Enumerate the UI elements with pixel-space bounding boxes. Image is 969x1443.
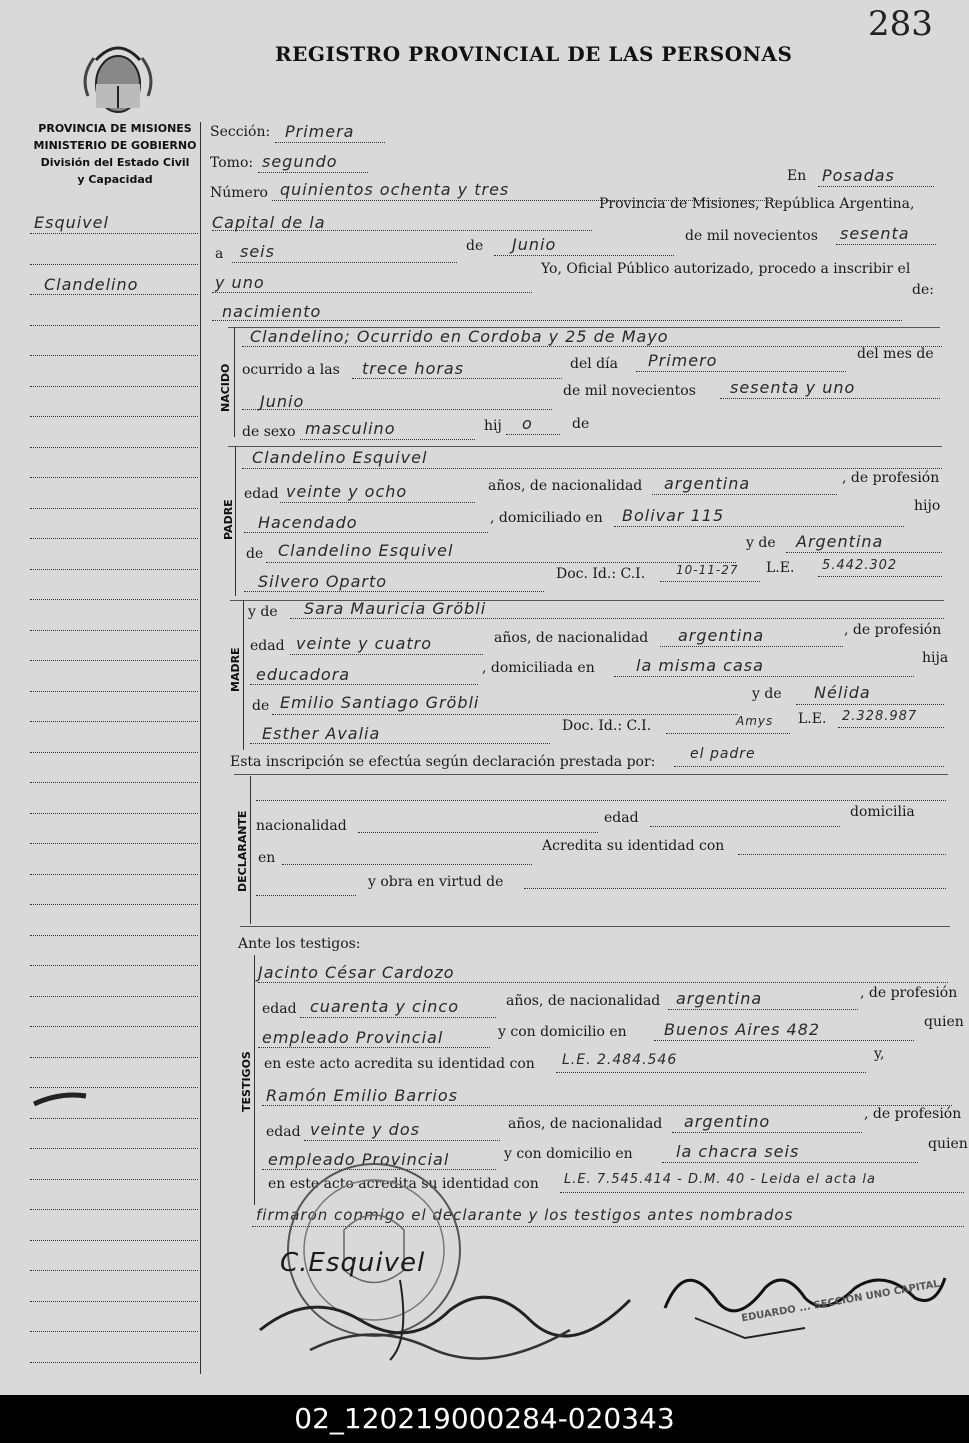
madre-le: 2.328.987: [842, 709, 918, 724]
numero-value: quinientos ochenta y tres: [280, 180, 510, 199]
testigo1-quien-label: quien: [924, 1014, 964, 1030]
de-colon-label: de:: [912, 282, 934, 298]
margin-rule-line: [30, 1057, 198, 1058]
padre-edad: veinte y ocho: [286, 482, 408, 501]
tomo-label: Tomo:: [210, 155, 254, 171]
madre-doc-label: Doc. Id.: C.I.: [562, 718, 652, 734]
mes-value: Junio: [512, 235, 557, 254]
closing-text: firmaron conmigo el declarante y los testigos antes nombrados: [256, 1206, 794, 1224]
declarante-edad-label: edad: [604, 810, 639, 826]
ink-smudge-icon: [30, 1090, 90, 1110]
page-number: 283: [868, 4, 933, 44]
nacido-mes-value: Junio: [260, 392, 305, 411]
testigos-section-label: TESTIGOS: [240, 1051, 253, 1112]
margin-rule-line: [30, 386, 198, 387]
padre-madre-de: Argentina: [796, 532, 884, 551]
padre-madre-de2: Silvero Oparto: [258, 572, 388, 591]
declarante-nacionalidad-label: nacionalidad: [256, 818, 347, 834]
margin-rule-line: [30, 264, 198, 265]
padre-le-label: L.E.: [766, 560, 795, 576]
seccion-label: Sección:: [210, 124, 271, 140]
madre-padre-de: Emilio Santiago Gröbli: [280, 693, 480, 712]
madre-le-label: L.E.: [798, 711, 827, 727]
margin-rule-line: [30, 508, 198, 509]
testigo1-doc: L.E. 2.484.546: [562, 1052, 678, 1068]
testigo1-domicilio-label: y con domicilio en: [498, 1024, 627, 1040]
del-mes-label: del mes de: [857, 346, 934, 362]
margin-rule-line: [30, 1301, 198, 1302]
tomo-value: segundo: [262, 152, 338, 171]
org-line: PROVINCIA DE MISIONES: [38, 122, 192, 135]
padre-padre-de: Clandelino Esquivel: [278, 541, 454, 560]
margin-given-name: Clandelino: [44, 275, 139, 294]
testigo1-anios-label: años, de nacionalidad: [506, 993, 661, 1009]
nacido-anio-value: sesenta y uno: [730, 378, 856, 397]
padre-profesion-label: , de profesión: [842, 470, 940, 486]
page-title: REGISTRO PROVINCIAL DE LAS PERSONAS: [275, 42, 793, 66]
declaracion-por: el padre: [690, 746, 756, 762]
testigo2-domicilio: la chacra seis: [676, 1142, 800, 1161]
del-dia-label: del día: [570, 356, 618, 372]
testigo2-edad: veinte y dos: [310, 1120, 420, 1139]
testigo2-anios-label: años, de nacionalidad: [508, 1116, 663, 1132]
hij-label: hij: [484, 418, 502, 434]
madre-y-de-label2: y de: [752, 686, 782, 702]
margin-rule-line: [30, 630, 198, 631]
provincia-text: Provincia de Misiones, República Argentina,: [599, 196, 915, 212]
margin-rule-line: [30, 477, 198, 478]
testigos-ante-label: Ante los testigos:: [238, 936, 361, 952]
madre-profesion: educadora: [256, 665, 351, 684]
nacido-de-label: de: [572, 416, 590, 432]
declarante-en-label: en: [258, 850, 276, 866]
margin-rule-line: [30, 1240, 198, 1241]
madre-edad: veinte y cuatro: [296, 634, 433, 653]
margin-rule-line: [30, 1026, 198, 1027]
padre-domicilio: Bolivar 115: [622, 506, 725, 525]
sexo-label: de sexo: [242, 424, 296, 440]
numero-label: Número: [210, 185, 268, 201]
margin-rule-line: [30, 447, 198, 448]
hijo-label: hijo: [914, 498, 941, 514]
margin-rule-line: [30, 416, 198, 417]
coat-of-arms-icon: [78, 36, 158, 118]
signature-witnesses-icon: [250, 1260, 650, 1370]
madre-ci: Amys: [736, 714, 774, 728]
testigo2-acredita-label: en este acto acredita su identidad con: [268, 1176, 539, 1192]
margin-rule-line: [30, 996, 198, 997]
margin-rule-line: [30, 1209, 198, 1210]
testigo2-domicilio-label: y con domicilio en: [504, 1146, 633, 1162]
madre-domicilio-label: , domiciliada en: [482, 660, 595, 676]
capital-value: Capital de la: [212, 213, 326, 232]
org-line: División del Estado Civil: [40, 156, 190, 169]
seccion-value: Primera: [285, 122, 355, 141]
margin-rule-line: [30, 1270, 198, 1271]
margin-rule-line: [30, 1362, 198, 1363]
padre-profesion: Hacendado: [258, 513, 358, 532]
margin-rule-line: [30, 1118, 198, 1119]
madre-madre-de: Nélida: [814, 683, 871, 702]
hora-value: trece horas: [362, 359, 465, 378]
margin-rule-line: [30, 294, 198, 295]
testigo1-nombre: Jacinto César Cardozo: [258, 963, 455, 982]
madre-section-label: MADRE: [229, 647, 242, 692]
declarante-domicilia-label: domicilia: [850, 804, 915, 820]
madre-nacionalidad: argentina: [678, 626, 765, 645]
madre-profesion-label: , de profesión: [844, 622, 942, 638]
testigo2-nombre: Ramón Emilio Barrios: [266, 1086, 458, 1105]
testigo2-profesion: empleado Provincial: [268, 1150, 450, 1169]
declaracion-text: Esta inscripción se efectúa según declaración prestada por:: [230, 754, 656, 770]
nacido-dia-value: Primero: [648, 351, 718, 370]
issuing-authority: [10, 120, 220, 188]
padre-section-label: PADRE: [222, 499, 235, 540]
en-value: Posadas: [822, 166, 895, 185]
madre-madre-de2: Esther Avalia: [262, 724, 381, 743]
madre-y-de-label: y de: [248, 604, 278, 620]
margin-rule-line: [30, 965, 198, 966]
margin-rule-line: [30, 599, 198, 600]
de-label: de: [466, 238, 484, 254]
margin-rule-line: [30, 935, 198, 936]
margin-rule-line: [30, 813, 198, 814]
margin-rule-line: [30, 660, 198, 661]
madre-nombre: Sara Mauricia Gröbli: [304, 599, 487, 618]
padre-y-de-label: y de: [746, 535, 776, 551]
margin-rule-line: [30, 782, 198, 783]
margin-rule-line: [30, 691, 198, 692]
margin-rule-line: [30, 538, 198, 539]
anio-value: sesenta: [840, 224, 910, 243]
sexo-value: masculino: [305, 419, 396, 438]
testigo1-edad: cuarenta y cinco: [310, 997, 459, 1016]
margin-rule-line: [30, 569, 198, 570]
madre-edad-label: edad: [250, 638, 285, 654]
margin-rule-line: [30, 721, 198, 722]
testigo1-edad-label: edad: [262, 1001, 297, 1017]
padre-nombre: Clandelino Esquivel: [252, 448, 428, 467]
margin-surname: Esquivel: [34, 213, 109, 232]
madre-de-label: de: [252, 698, 270, 714]
testigo1-nacionalidad: argentina: [676, 989, 763, 1008]
padre-de-label: de: [246, 546, 264, 562]
testigo1-profesion: empleado Provincial: [262, 1028, 444, 1047]
margin-rule-line: [30, 904, 198, 905]
org-line: MINISTERIO DE GOBIERNO: [33, 139, 197, 152]
hij-value: o: [522, 414, 533, 433]
nacido-section-label: NACIDO: [219, 363, 232, 412]
testigo1-domicilio: Buenos Aires 482: [664, 1020, 821, 1039]
margin-rule-line: [30, 355, 198, 356]
mil-label: de mil novecientos: [685, 228, 818, 244]
testigo1-acredita-label: en este acto acredita su identidad con: [264, 1056, 535, 1072]
ocurrido-label: ocurrido a las: [242, 362, 340, 378]
padre-le: 5.442.302: [822, 558, 898, 573]
scan-filename: 02_120219000284-020343: [0, 1395, 969, 1443]
padre-ci: 10-11-27: [676, 563, 739, 577]
declarante-acredita-label: Acredita su identidad con: [542, 838, 725, 854]
declarante-section-label: DECLARANTE: [236, 810, 249, 892]
signature-declarante: C.Esquivel: [280, 1248, 426, 1278]
dia-value: seis: [240, 242, 275, 261]
madre-domicilio: la misma casa: [636, 656, 764, 675]
testigo2-doc: L.E. 7.545.414 - D.M. 40 - Leida el acta la: [564, 1172, 876, 1187]
acto-value: nacimiento: [222, 302, 322, 321]
padre-edad-label: edad: [244, 486, 279, 502]
hija-label: hija: [922, 650, 949, 666]
madre-anios-label: años, de nacionalidad: [494, 630, 649, 646]
a-label: a: [215, 246, 224, 262]
testigo2-quien-label: quien: [928, 1136, 968, 1152]
padre-doc-label: Doc. Id.: C.I.: [556, 566, 646, 582]
margin-rule-line: [30, 325, 198, 326]
nacido-nombre: Clandelino; Ocurrido en Cordoba y 25 de Mayo: [250, 327, 669, 346]
padre-nacionalidad: argentina: [664, 474, 751, 493]
official-stamp: EDUARDO ... SECCIÓN UNO CAPITAL: [740, 1278, 941, 1325]
testigo2-profesion-label: , de profesión: [864, 1106, 962, 1122]
margin-rule-line: [30, 1179, 198, 1180]
testigo2-edad-label: edad: [266, 1124, 301, 1140]
margin-rule-line: [30, 1331, 198, 1332]
nacido-mil-label: de mil novecientos: [563, 383, 696, 399]
margin-rule-line: [30, 233, 198, 234]
testigo2-nacionalidad: argentino: [684, 1112, 771, 1131]
padre-anios-label: años, de nacionalidad: [488, 478, 643, 494]
declarante-obra-label: y obra en virtud de: [368, 874, 504, 890]
padre-domicilio-label: , domiciliado en: [490, 510, 603, 526]
org-line: y Capacidad: [77, 173, 153, 186]
margin-rule-line: [30, 874, 198, 875]
oficial-text: Yo, Oficial Público autorizado, procedo a inscribir el: [541, 261, 911, 277]
margin-rule-line: [30, 752, 198, 753]
margin-rule-line: [30, 843, 198, 844]
en-label: En: [787, 168, 807, 184]
anio2-value: y uno: [215, 273, 265, 292]
margin-rule-line: [30, 1087, 198, 1088]
testigo-y-label: y,: [874, 1046, 885, 1062]
testigo1-profesion-label: , de profesión: [860, 985, 958, 1001]
margin-rule-line: [30, 1148, 198, 1149]
